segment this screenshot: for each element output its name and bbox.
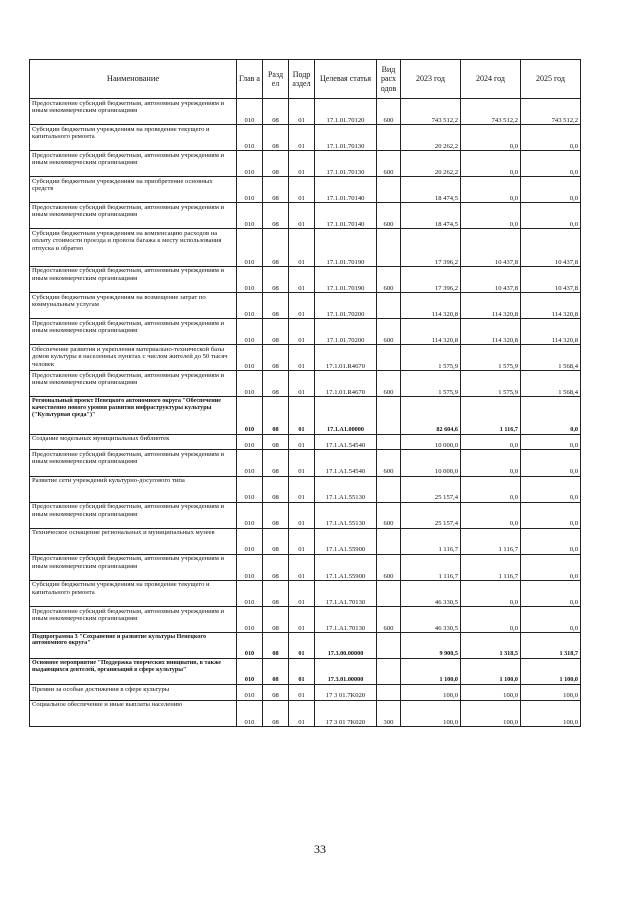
cell-amount-2023: 18 474,5 — [401, 177, 461, 203]
cell-amount-2024: 0,0 — [461, 476, 521, 502]
cell-chapter: 010 — [237, 345, 263, 371]
cell-target-article: 17.3.00.00000 — [315, 633, 377, 659]
cell-expense-type — [377, 293, 401, 319]
cell-section: 08 — [263, 293, 289, 319]
cell-amount-2023: 743 512,2 — [401, 99, 461, 125]
header-expense-type: Вид расх одов — [377, 60, 401, 99]
cell-section: 08 — [263, 700, 289, 726]
cell-target-article: 17.1.01.R4670 — [315, 345, 377, 371]
cell-subsection: 01 — [289, 700, 315, 726]
cell-expense-type: 600 — [377, 607, 401, 633]
cell-subsection: 01 — [289, 99, 315, 125]
cell-amount-2025: 114 320,8 — [521, 319, 581, 345]
table-row — [30, 319, 581, 345]
header-row — [30, 60, 581, 99]
table-row — [30, 476, 581, 502]
cell-chapter: 010 — [237, 580, 263, 606]
header-target-article: Целевая статья — [315, 60, 377, 99]
cell-chapter: 010 — [237, 502, 263, 528]
cell-amount-2023: 25 157,4 — [401, 476, 461, 502]
cell-name: Субсидии бюджетным учреждениям на возмещение затрат по коммунальным услугам — [30, 293, 237, 319]
cell-subsection: 01 — [289, 177, 315, 203]
cell-subsection: 01 — [289, 319, 315, 345]
cell-section: 08 — [263, 502, 289, 528]
cell-chapter: 010 — [237, 125, 263, 151]
table-row — [30, 99, 581, 125]
cell-amount-2025: 0,0 — [521, 434, 581, 450]
table-row — [30, 125, 581, 151]
cell-section: 08 — [263, 607, 289, 633]
table-row — [30, 293, 581, 319]
cell-amount-2024: 0,0 — [461, 607, 521, 633]
table-row — [30, 203, 581, 229]
cell-subsection: 01 — [289, 528, 315, 554]
cell-expense-type — [377, 659, 401, 685]
table-row — [30, 397, 581, 435]
cell-amount-2024: 1 575,9 — [461, 345, 521, 371]
cell-chapter: 010 — [237, 554, 263, 580]
cell-name: Субсидии бюджетным учреждениям на приобретение основных средств — [30, 177, 237, 203]
cell-chapter: 010 — [237, 177, 263, 203]
cell-subsection: 01 — [289, 434, 315, 450]
cell-amount-2023: 1 100,0 — [401, 659, 461, 685]
cell-name: Основное мероприятие "Поддержка творческих инициатив, в также выдающихся деятелей, организаций в сфере культуры" — [30, 659, 237, 685]
cell-amount-2025: 0,0 — [521, 203, 581, 229]
cell-subsection: 01 — [289, 450, 315, 476]
cell-expense-type: 600 — [377, 266, 401, 292]
cell-expense-type: 600 — [377, 502, 401, 528]
cell-amount-2024: 0,0 — [461, 203, 521, 229]
cell-name: Предоставление субсидий бюджетным, автономным учреждениям и иным некоммерческим организациям — [30, 502, 237, 528]
cell-name: Предоставление субсидий бюджетным, автономным учреждениям и иным некоммерческим организациям — [30, 99, 237, 125]
cell-amount-2025: 1 568,4 — [521, 345, 581, 371]
table-row — [30, 685, 581, 701]
cell-name: Техническое оснащение региональных и муниципальных музеев — [30, 528, 237, 554]
table-row — [30, 633, 581, 659]
cell-amount-2025: 1 568,4 — [521, 371, 581, 397]
cell-chapter: 010 — [237, 607, 263, 633]
cell-amount-2025: 114 320,8 — [521, 293, 581, 319]
cell-expense-type — [377, 177, 401, 203]
cell-amount-2024: 1 116,7 — [461, 397, 521, 435]
table-row — [30, 528, 581, 554]
cell-subsection: 01 — [289, 371, 315, 397]
cell-name: Субсидии бюджетным учреждениям на проведение текущего и капитального ремонта — [30, 125, 237, 151]
cell-amount-2023: 1 575,9 — [401, 371, 461, 397]
cell-section: 08 — [263, 266, 289, 292]
cell-name: Предоставление субсидий бюджетным, автономным учреждениям и иным некоммерческим организациям — [30, 450, 237, 476]
cell-amount-2023: 1 575,9 — [401, 345, 461, 371]
cell-amount-2025: 0,0 — [521, 450, 581, 476]
cell-amount-2024: 0,0 — [461, 125, 521, 151]
cell-amount-2024: 743 512,2 — [461, 99, 521, 125]
cell-name: Предоставление субсидий бюджетным, автономным учреждениям и иным некоммерческим организациям — [30, 371, 237, 397]
cell-amount-2024: 0,0 — [461, 502, 521, 528]
cell-amount-2025: 0,0 — [521, 607, 581, 633]
cell-amount-2023: 114 320,8 — [401, 319, 461, 345]
cell-section: 08 — [263, 371, 289, 397]
cell-expense-type: 600 — [377, 450, 401, 476]
cell-expense-type — [377, 528, 401, 554]
cell-amount-2025: 100,0 — [521, 700, 581, 726]
cell-subsection: 01 — [289, 203, 315, 229]
cell-section: 08 — [263, 434, 289, 450]
cell-section: 08 — [263, 554, 289, 580]
cell-section: 08 — [263, 397, 289, 435]
cell-chapter: 010 — [237, 434, 263, 450]
budget-table — [29, 59, 581, 727]
cell-name: Предоставление субсидий бюджетным, автономным учреждениям и иным некоммерческим организациям — [30, 554, 237, 580]
table-row — [30, 151, 581, 177]
cell-amount-2025: 0,0 — [521, 476, 581, 502]
cell-amount-2024: 0,0 — [461, 450, 521, 476]
cell-name: Субсидии бюджетным учреждениям на проведение текущего и капитального ремонта — [30, 580, 237, 606]
cell-amount-2025: 0,0 — [521, 528, 581, 554]
header-year-2023: 2023 год — [401, 60, 461, 99]
cell-amount-2024: 100,0 — [461, 685, 521, 701]
table-row — [30, 345, 581, 371]
cell-amount-2024: 114 320,8 — [461, 319, 521, 345]
table-row — [30, 229, 581, 267]
cell-chapter: 010 — [237, 203, 263, 229]
cell-section: 08 — [263, 345, 289, 371]
cell-amount-2025: 0,0 — [521, 502, 581, 528]
cell-subsection: 01 — [289, 151, 315, 177]
cell-amount-2023: 10 000,0 — [401, 450, 461, 476]
cell-amount-2024: 0,0 — [461, 151, 521, 177]
cell-amount-2023: 18 474,5 — [401, 203, 461, 229]
header-chapter: Глав а — [237, 60, 263, 99]
cell-amount-2024: 0,0 — [461, 177, 521, 203]
cell-name: Предоставление субсидий бюджетным, автономным учреждениям и иным некоммерческим организациям — [30, 266, 237, 292]
cell-subsection: 01 — [289, 345, 315, 371]
cell-amount-2025: 100,0 — [521, 685, 581, 701]
cell-target-article: 17.1.A1.70130 — [315, 607, 377, 633]
cell-target-article: 17.1.01.R4670 — [315, 371, 377, 397]
cell-subsection: 01 — [289, 125, 315, 151]
cell-amount-2023: 46 330,5 — [401, 580, 461, 606]
cell-amount-2025: 10 437,8 — [521, 266, 581, 292]
cell-target-article: 17.1.01.70200 — [315, 319, 377, 345]
cell-amount-2024: 1 318,5 — [461, 633, 521, 659]
cell-amount-2023: 114 320,8 — [401, 293, 461, 319]
cell-target-article: 17.1.A1.55130 — [315, 502, 377, 528]
cell-target-article: 17.1.A1.55900 — [315, 554, 377, 580]
cell-amount-2025: 0,0 — [521, 580, 581, 606]
cell-name: Предоставление субсидий бюджетным, автономным учреждениям и иным некоммерческим организациям — [30, 319, 237, 345]
cell-subsection: 01 — [289, 397, 315, 435]
cell-section: 08 — [263, 633, 289, 659]
cell-expense-type: 300 — [377, 700, 401, 726]
cell-name: Обеспечение развития и укрепления материально-технической базы домов культуры в населенных пунктах с числом жителей до 50 тысяч человек — [30, 345, 237, 371]
cell-expense-type: 600 — [377, 99, 401, 125]
cell-name: Развитие сети учреждений культурно-досугового типа — [30, 476, 237, 502]
cell-target-article: 17.1.A1.55130 — [315, 476, 377, 502]
cell-section: 08 — [263, 125, 289, 151]
cell-chapter: 010 — [237, 685, 263, 701]
cell-amount-2023: 17 396,2 — [401, 229, 461, 267]
cell-amount-2025: 743 512,2 — [521, 99, 581, 125]
cell-subsection: 01 — [289, 607, 315, 633]
cell-section: 08 — [263, 151, 289, 177]
cell-expense-type: 600 — [377, 319, 401, 345]
cell-expense-type — [377, 397, 401, 435]
cell-amount-2023: 100,0 — [401, 700, 461, 726]
cell-chapter: 010 — [237, 229, 263, 267]
cell-amount-2024: 1 575,9 — [461, 371, 521, 397]
cell-amount-2023: 9 900,5 — [401, 633, 461, 659]
cell-amount-2025: 0,0 — [521, 554, 581, 580]
cell-chapter: 010 — [237, 266, 263, 292]
table-row — [30, 450, 581, 476]
cell-target-article: 17.1.01.70140 — [315, 177, 377, 203]
cell-section: 08 — [263, 450, 289, 476]
cell-subsection: 01 — [289, 502, 315, 528]
cell-target-article: 17.1.01.70130 — [315, 151, 377, 177]
cell-chapter: 010 — [237, 293, 263, 319]
table-row — [30, 580, 581, 606]
cell-name: Подпрограмма 3 "Сохранение и развитие культуры Ненецкого автономного округа" — [30, 633, 237, 659]
cell-subsection: 01 — [289, 266, 315, 292]
cell-amount-2023: 25 157,4 — [401, 502, 461, 528]
cell-amount-2023: 1 116,7 — [401, 554, 461, 580]
budget-table-page — [29, 59, 581, 727]
cell-target-article: 17.1.01.70190 — [315, 229, 377, 267]
cell-target-article: 17.1.A1.55900 — [315, 528, 377, 554]
cell-expense-type — [377, 633, 401, 659]
cell-subsection: 01 — [289, 229, 315, 267]
cell-amount-2023: 82 604,6 — [401, 397, 461, 435]
cell-amount-2025: 1 100,0 — [521, 659, 581, 685]
cell-expense-type — [377, 125, 401, 151]
cell-section: 08 — [263, 229, 289, 267]
cell-amount-2024: 1 116,7 — [461, 528, 521, 554]
cell-amount-2025: 0,0 — [521, 151, 581, 177]
cell-expense-type — [377, 229, 401, 267]
cell-amount-2024: 10 437,8 — [461, 266, 521, 292]
cell-target-article: 17.1.A1.00000 — [315, 397, 377, 435]
table-row — [30, 371, 581, 397]
cell-chapter: 010 — [237, 371, 263, 397]
table-row — [30, 700, 581, 726]
cell-amount-2025: 1 318,7 — [521, 633, 581, 659]
header-year-2025: 2025 год — [521, 60, 581, 99]
cell-expense-type — [377, 580, 401, 606]
table-row — [30, 266, 581, 292]
cell-chapter: 010 — [237, 450, 263, 476]
cell-expense-type — [377, 685, 401, 701]
cell-chapter: 010 — [237, 528, 263, 554]
page-number: 33 — [314, 842, 326, 856]
cell-expense-type — [377, 345, 401, 371]
cell-amount-2025: 0,0 — [521, 125, 581, 151]
cell-chapter: 010 — [237, 659, 263, 685]
cell-amount-2023: 1 116,7 — [401, 528, 461, 554]
table-row — [30, 659, 581, 685]
cell-target-article: 17 3 01 7K020 — [315, 700, 377, 726]
cell-section: 08 — [263, 659, 289, 685]
cell-amount-2024: 0,0 — [461, 434, 521, 450]
cell-section: 08 — [263, 177, 289, 203]
cell-amount-2023: 20 262,2 — [401, 125, 461, 151]
cell-subsection: 01 — [289, 659, 315, 685]
cell-subsection: 01 — [289, 554, 315, 580]
cell-expense-type: 600 — [377, 203, 401, 229]
cell-subsection: 01 — [289, 685, 315, 701]
cell-section: 08 — [263, 319, 289, 345]
cell-subsection: 01 — [289, 476, 315, 502]
cell-amount-2024: 1 100,0 — [461, 659, 521, 685]
cell-chapter: 010 — [237, 397, 263, 435]
cell-chapter: 010 — [237, 700, 263, 726]
cell-name: Предоставление субсидий бюджетным, автономным учреждениям и иным некоммерческим организациям — [30, 203, 237, 229]
cell-amount-2025: 10 437,8 — [521, 229, 581, 267]
cell-amount-2024: 1 116,7 — [461, 554, 521, 580]
cell-subsection: 01 — [289, 293, 315, 319]
cell-amount-2023: 10 000,0 — [401, 434, 461, 450]
cell-target-article: 17.1.A1.54540 — [315, 450, 377, 476]
table-row — [30, 554, 581, 580]
cell-target-article: 17.1.01.70140 — [315, 203, 377, 229]
cell-name: Региональный проект Ненецкого автономного округа "Обеспечение качественно нового уровня развития инфраструктуры культуры ("Культурная среда")" — [30, 397, 237, 435]
cell-target-article: 17 3 01.7K020 — [315, 685, 377, 701]
cell-name: Предоставление субсидий бюджетным, автономным учреждениям и иным некоммерческим организациям — [30, 607, 237, 633]
table-row — [30, 177, 581, 203]
cell-amount-2025: 0,0 — [521, 397, 581, 435]
cell-section: 08 — [263, 203, 289, 229]
header-section: Разд ел — [263, 60, 289, 99]
cell-section: 08 — [263, 528, 289, 554]
cell-target-article: 17.1.01.70190 — [315, 266, 377, 292]
table-body — [30, 99, 581, 727]
cell-subsection: 01 — [289, 580, 315, 606]
cell-name: Создание модельных муниципальных библиотек — [30, 434, 237, 450]
cell-expense-type: 600 — [377, 371, 401, 397]
header-year-2024: 2024 год — [461, 60, 521, 99]
cell-amount-2023: 46 330,5 — [401, 607, 461, 633]
cell-chapter: 010 — [237, 633, 263, 659]
cell-name: Предоставление субсидий бюджетным, автономным учреждениям и иным некоммерческим организациям — [30, 151, 237, 177]
cell-subsection: 01 — [289, 633, 315, 659]
cell-name: Социальное обеспечение и иные выплаты населению — [30, 700, 237, 726]
cell-expense-type — [377, 434, 401, 450]
cell-section: 08 — [263, 476, 289, 502]
table-row — [30, 607, 581, 633]
cell-chapter: 010 — [237, 99, 263, 125]
cell-amount-2023: 17 396,2 — [401, 266, 461, 292]
header-name: Наименование — [30, 60, 237, 99]
cell-section: 08 — [263, 685, 289, 701]
cell-chapter: 010 — [237, 151, 263, 177]
cell-section: 08 — [263, 99, 289, 125]
cell-amount-2023: 20 262,2 — [401, 151, 461, 177]
cell-amount-2024: 114 320,8 — [461, 293, 521, 319]
cell-chapter: 010 — [237, 319, 263, 345]
cell-expense-type: 600 — [377, 554, 401, 580]
cell-target-article: 17.1.01.70120 — [315, 99, 377, 125]
cell-expense-type: 600 — [377, 151, 401, 177]
cell-name: Субсидии бюджетным учреждениям на компенсацию расходов на оплату стоимости проезда и провоза багажа к месту использования отпуска и обратно — [30, 229, 237, 267]
cell-target-article: 17.3.01.00000 — [315, 659, 377, 685]
cell-amount-2024: 10 437,8 — [461, 229, 521, 267]
cell-target-article: 17.1.A1.54540 — [315, 434, 377, 450]
table-row — [30, 434, 581, 450]
cell-target-article: 17.1.A1.70130 — [315, 580, 377, 606]
cell-chapter: 010 — [237, 476, 263, 502]
cell-amount-2025: 0,0 — [521, 177, 581, 203]
cell-amount-2024: 100,0 — [461, 700, 521, 726]
table-row — [30, 502, 581, 528]
cell-target-article: 17.1.01.70200 — [315, 293, 377, 319]
cell-amount-2023: 100,0 — [401, 685, 461, 701]
header-subsection: Подр аздел — [289, 60, 315, 99]
cell-target-article: 17.1.01.70130 — [315, 125, 377, 151]
cell-amount-2024: 0,0 — [461, 580, 521, 606]
cell-section: 08 — [263, 580, 289, 606]
cell-expense-type — [377, 476, 401, 502]
cell-name: Премии за особые достижения в сфере культуры — [30, 685, 237, 701]
